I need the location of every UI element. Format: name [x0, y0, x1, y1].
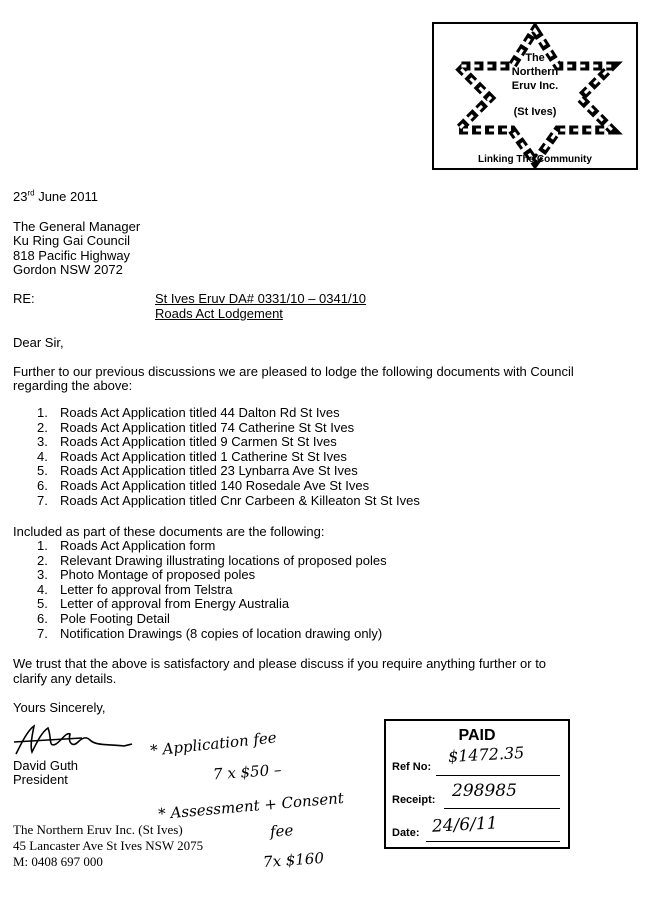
- logo-tagline: Linking The Community: [478, 154, 592, 165]
- date-day: 23: [13, 189, 28, 204]
- recipient-line: The General Manager: [13, 219, 141, 234]
- date-rest: June 2011: [34, 189, 98, 204]
- recipient-line: Gordon NSW 2072: [13, 262, 123, 277]
- list-item: 7. Notification Drawings (8 copies of location drawing only): [37, 625, 383, 641]
- intro-line: regarding the above:: [13, 378, 133, 393]
- handwritten-note: fee: [269, 821, 294, 841]
- stamp-date-line: [426, 841, 560, 842]
- recipient-line: 818 Pacific Highway: [13, 248, 131, 263]
- list-item: 3. Photo Montage of proposed poles: [37, 567, 256, 583]
- organisation-logo: [432, 22, 638, 170]
- list-item: 1. Roads Act Application form: [37, 538, 216, 553]
- stamp-date-label: Date:: [392, 827, 420, 839]
- stamp-ref-line: [436, 775, 560, 776]
- signer-title: President: [13, 772, 68, 787]
- applications-list: [37, 406, 420, 508]
- list-item: 1. Roads Act Application titled 44 Dalton Rd St Ives: [37, 405, 340, 420]
- re-subject-line1: St Ives Eruv DA# 0331/10 – 0341/10: [155, 291, 367, 306]
- included-list: [37, 539, 387, 641]
- stamp-date-value: 24/6/11: [431, 813, 499, 837]
- stamp-receipt-line: [444, 808, 560, 809]
- list-item: 7. Roads Act Application titled Cnr Carbeen & Killeaton St St Ives: [37, 492, 420, 508]
- signature-image: [12, 722, 142, 762]
- paid-stamp: [384, 719, 570, 849]
- signoff: Yours Sincerely,: [13, 700, 106, 715]
- stamp-receipt-value: 298985: [452, 781, 517, 801]
- recipient-line: Ku Ring Gai Council: [13, 233, 131, 248]
- logo-text-line4: (St Ives): [513, 106, 557, 118]
- salutation: Dear Sir,: [13, 335, 64, 350]
- letter-date: [13, 189, 98, 204]
- logo-text-line2: Northern: [511, 66, 559, 78]
- stamp-ref-value: $1472.35: [447, 743, 525, 766]
- included-intro: Included as part of these documents are the following:: [13, 524, 325, 539]
- list-item: 2. Relevant Drawing illustrating locations of proposed poles: [37, 552, 387, 568]
- signer-name: David Guth: [13, 758, 79, 773]
- re-subject-line2: Roads Act Lodgement: [155, 306, 283, 321]
- stamp-ref-label: Ref No:: [392, 761, 432, 773]
- stamp-receipt-label: Receipt:: [392, 794, 436, 806]
- list-item: 4. Roads Act Application titled 1 Catherine St St Ives: [37, 448, 347, 464]
- handwritten-note: * Assessment + Consent: [157, 788, 345, 824]
- stamp-title: PAID: [458, 727, 496, 744]
- handwritten-note: 7 x $50 –: [212, 760, 282, 784]
- list-item: 5. Roads Act Application titled 23 Lynbarra Ave St Ives: [37, 463, 358, 479]
- intro-line: Further to our previous discussions we are pleased to lodge the following documents with Council: [13, 364, 574, 379]
- footer-phone: M: 0408 697 000: [13, 854, 103, 869]
- logo-text-line3: Eruv Inc.: [511, 80, 559, 92]
- list-item: 6. Roads Act Application titled 140 Rosedale Ave St Ives: [37, 477, 370, 493]
- list-item: 6. Pole Footing Detail: [37, 610, 170, 626]
- re-label: RE:: [13, 291, 35, 306]
- footer-org: The Northern Eruv Inc. (St Ives): [13, 822, 183, 837]
- list-item: 2. Roads Act Application titled 74 Catherine St St Ives: [37, 419, 355, 435]
- date-suffix: rd: [27, 188, 35, 198]
- closing-line: clarify any details.: [13, 671, 117, 686]
- star-chain-icon: [434, 24, 636, 168]
- footer-address: 45 Lancaster Ave St Ives NSW 2075: [13, 838, 204, 853]
- logo-text-line1: The: [525, 52, 545, 64]
- list-item: 5. Letter of approval from Energy Australia: [37, 596, 290, 612]
- closing-line: We trust that the above is satisfactory and please discuss if you require anything further or to: [13, 656, 547, 671]
- list-item: 3. Roads Act Application titled 9 Carmen St St Ives: [37, 434, 337, 450]
- handwritten-note: * Application fee: [149, 728, 278, 760]
- handwritten-note: 7x $160: [262, 848, 325, 872]
- list-item: 4. Letter fo approval from Telstra: [37, 581, 233, 597]
